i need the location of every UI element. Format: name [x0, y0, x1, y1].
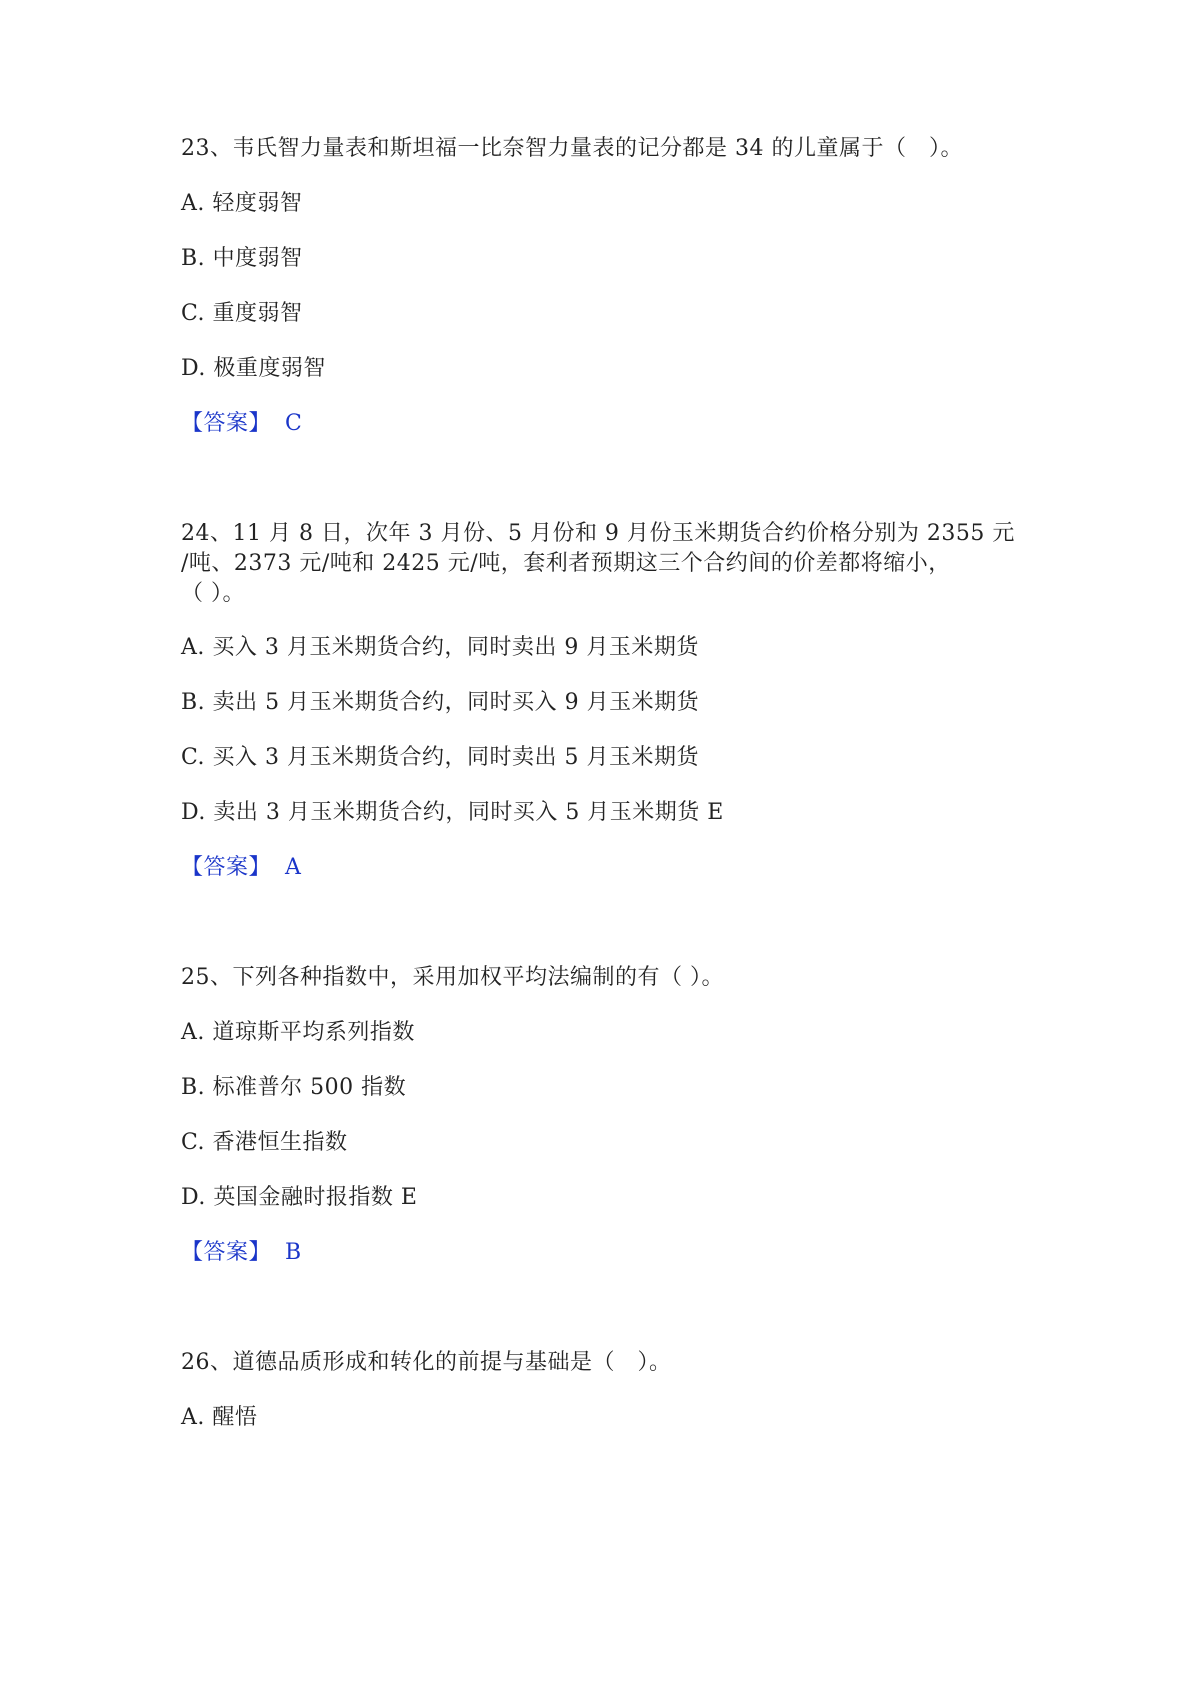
question-23-answer [181, 409, 302, 439]
question-23-option-c: C. 重度弱智 [181, 301, 303, 326]
answer-label: 【答案】 [181, 1240, 272, 1265]
question-25-option-b: B. 标准普尔 500 指数 [181, 1075, 407, 1100]
question-26-stem: 26、道德品质形成和转化的前提与基础是（ ）。 [181, 1350, 672, 1375]
question-23-option-a: A. 轻度弱智 [181, 191, 303, 216]
question-25-answer [181, 1238, 302, 1268]
question-23-option-d: D. 极重度弱智 [181, 356, 326, 381]
answer-value: B [285, 1240, 302, 1265]
question-23-option-b: B. 中度弱智 [181, 246, 303, 271]
question-24-option-b: B. 卖出 5 月玉米期货合约，同时买入 9 月玉米期货 [181, 690, 700, 715]
question-24-stem-line-1: 24、11 月 8 日，次年 3 月份、5 月份和 9 月份玉米期货合约价格分别为 2355 元 [181, 521, 1015, 546]
answer-label: 【答案】 [181, 855, 272, 880]
answer-value: A [285, 855, 302, 880]
question-24-answer [181, 853, 301, 883]
question-25-option-c: C. 香港恒生指数 [181, 1130, 348, 1155]
question-24-option-d: D. 卖出 3 月玉米期货合约，同时买入 5 月玉米期货 E [181, 800, 724, 825]
question-24-option-c: C. 买入 3 月玉米期货合约，同时卖出 5 月玉米期货 [181, 745, 700, 770]
question-25-option-a: A. 道琼斯平均系列指数 [181, 1020, 415, 1045]
question-24-stem-line-3: （ ）。 [181, 581, 245, 606]
question-25-option-d: D. 英国金融时报指数 E [181, 1185, 418, 1210]
question-25-stem: 25、下列各种指数中，采用加权平均法编制的有（ ）。 [181, 965, 724, 990]
question-24-stem-line-2: /吨、2373 元/吨和 2425 元/吨，套利者预期这三个合约间的价差都将缩小， [181, 551, 951, 576]
answer-value: C [285, 411, 303, 436]
question-26-option-a: A. 醒悟 [181, 1405, 258, 1430]
question-24-option-a: A. 买入 3 月玉米期货合约，同时卖出 9 月玉米期货 [181, 635, 699, 660]
question-23-stem: 23、韦氏智力量表和斯坦福一比奈智力量表的记分都是 34 的儿童属于（ ）。 [181, 136, 963, 161]
answer-label: 【答案】 [181, 411, 272, 436]
